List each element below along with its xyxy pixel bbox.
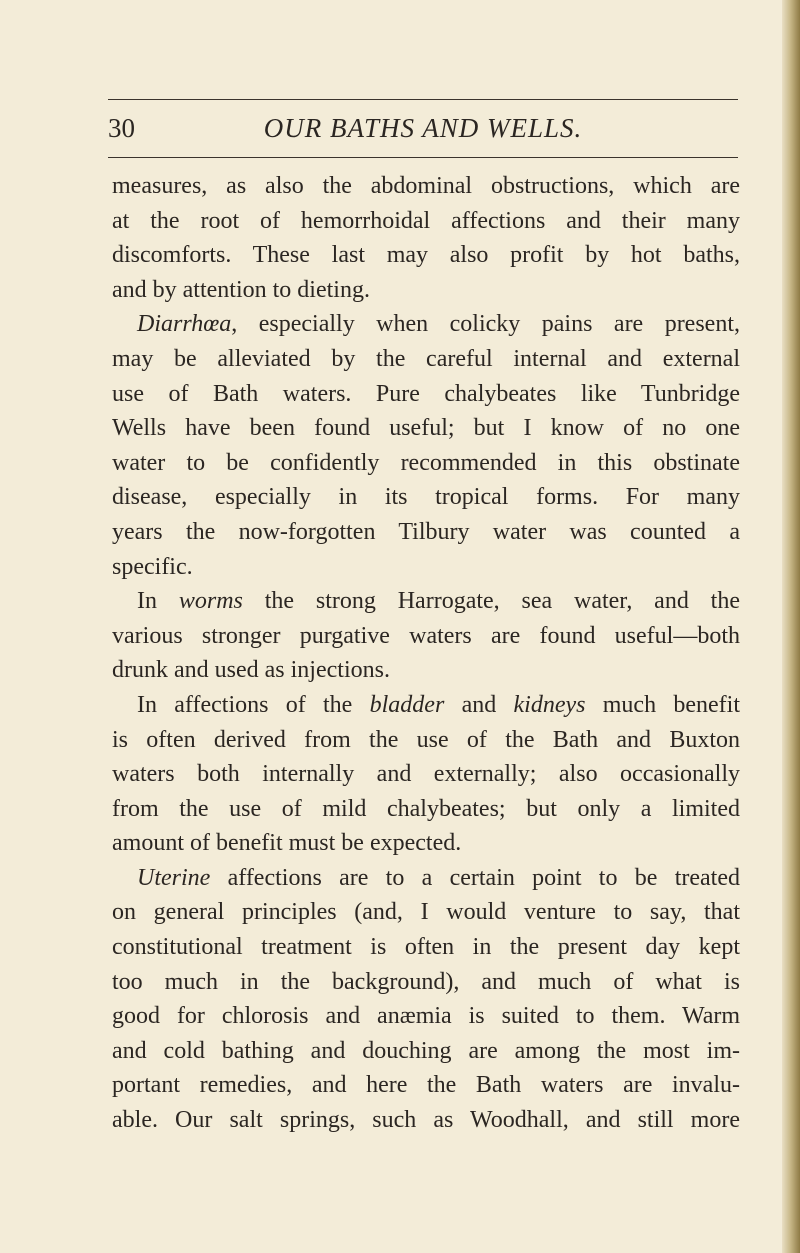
text-line: portant remedies, and here the Bath waters are invalu-	[112, 1072, 740, 1099]
text-line: Diarrhœa, especially when colicky pains are present,	[137, 311, 740, 338]
text-line: is often derived from the use of the Bath and Buxton	[112, 726, 740, 753]
text-line: able. Our salt springs, such as Woodhall, and still more	[112, 1107, 740, 1134]
text-line: In affections of the bladder and kidneys much benefit	[137, 691, 740, 718]
text-line: drunk and used as injections.	[112, 657, 390, 684]
italic-term: kidneys	[513, 691, 586, 718]
text-line: discomforts. These last may also profit by hot baths,	[112, 242, 740, 269]
italic-term: worms	[178, 588, 243, 615]
text-line: Wells have been found useful; but I know of no one	[112, 415, 740, 442]
text-line: years the now-forgotten Tilbury water was counted a	[112, 518, 740, 545]
text-line: various stronger purgative waters are found useful—both	[112, 622, 740, 649]
running-title: OUR BATHS AND WELLS.	[263, 113, 583, 143]
page-edge	[782, 0, 800, 1253]
text-line: measures, as also the abdominal obstructions, which are	[112, 173, 740, 199]
text-line: waters both internally and externally; also occasionally	[112, 761, 740, 788]
body-text	[112, 169, 740, 1138]
text-line: Uterine affections are to a certain point to be treated	[137, 864, 740, 891]
text-line: amount of benefit must be expected.	[112, 830, 462, 857]
text-line: from the use of mild chalybeates; but only a limited	[112, 795, 740, 822]
text-line: water to be confidently recommended in this obstinate	[112, 449, 740, 476]
page-number: 30	[108, 113, 135, 143]
text-line: use of Bath waters. Pure chalybeates like Tunbridge	[112, 380, 740, 407]
header-rule-bottom	[108, 157, 738, 158]
italic-term: Uterine	[137, 864, 211, 891]
italic-term: bladder	[369, 691, 445, 718]
text-line: specific.	[112, 553, 193, 580]
text-line: In worms the strong Harrogate, sea water, and the	[137, 588, 740, 615]
text-line: and by attention to dieting.	[112, 276, 370, 303]
text-line: on general principles (and, I would venture to say, that	[112, 899, 740, 926]
text-line: good for chlorosis and anæmia is suited to them. Warm	[112, 1003, 740, 1030]
header-rule-top	[108, 99, 738, 100]
text-line: at the root of hemorrhoidal affections and their many	[112, 207, 740, 234]
text-line: too much in the background), and much of what is	[112, 968, 740, 995]
text-line: and cold bathing and douching are among the most im-	[112, 1037, 740, 1064]
italic-term: Diarrhœa	[137, 311, 232, 338]
text-line: may be alleviated by the careful internal and external	[112, 345, 740, 372]
text-line: disease, especially in its tropical forms. For many	[112, 484, 740, 511]
text-line: constitutional treatment is often in the present day kept	[112, 934, 740, 961]
